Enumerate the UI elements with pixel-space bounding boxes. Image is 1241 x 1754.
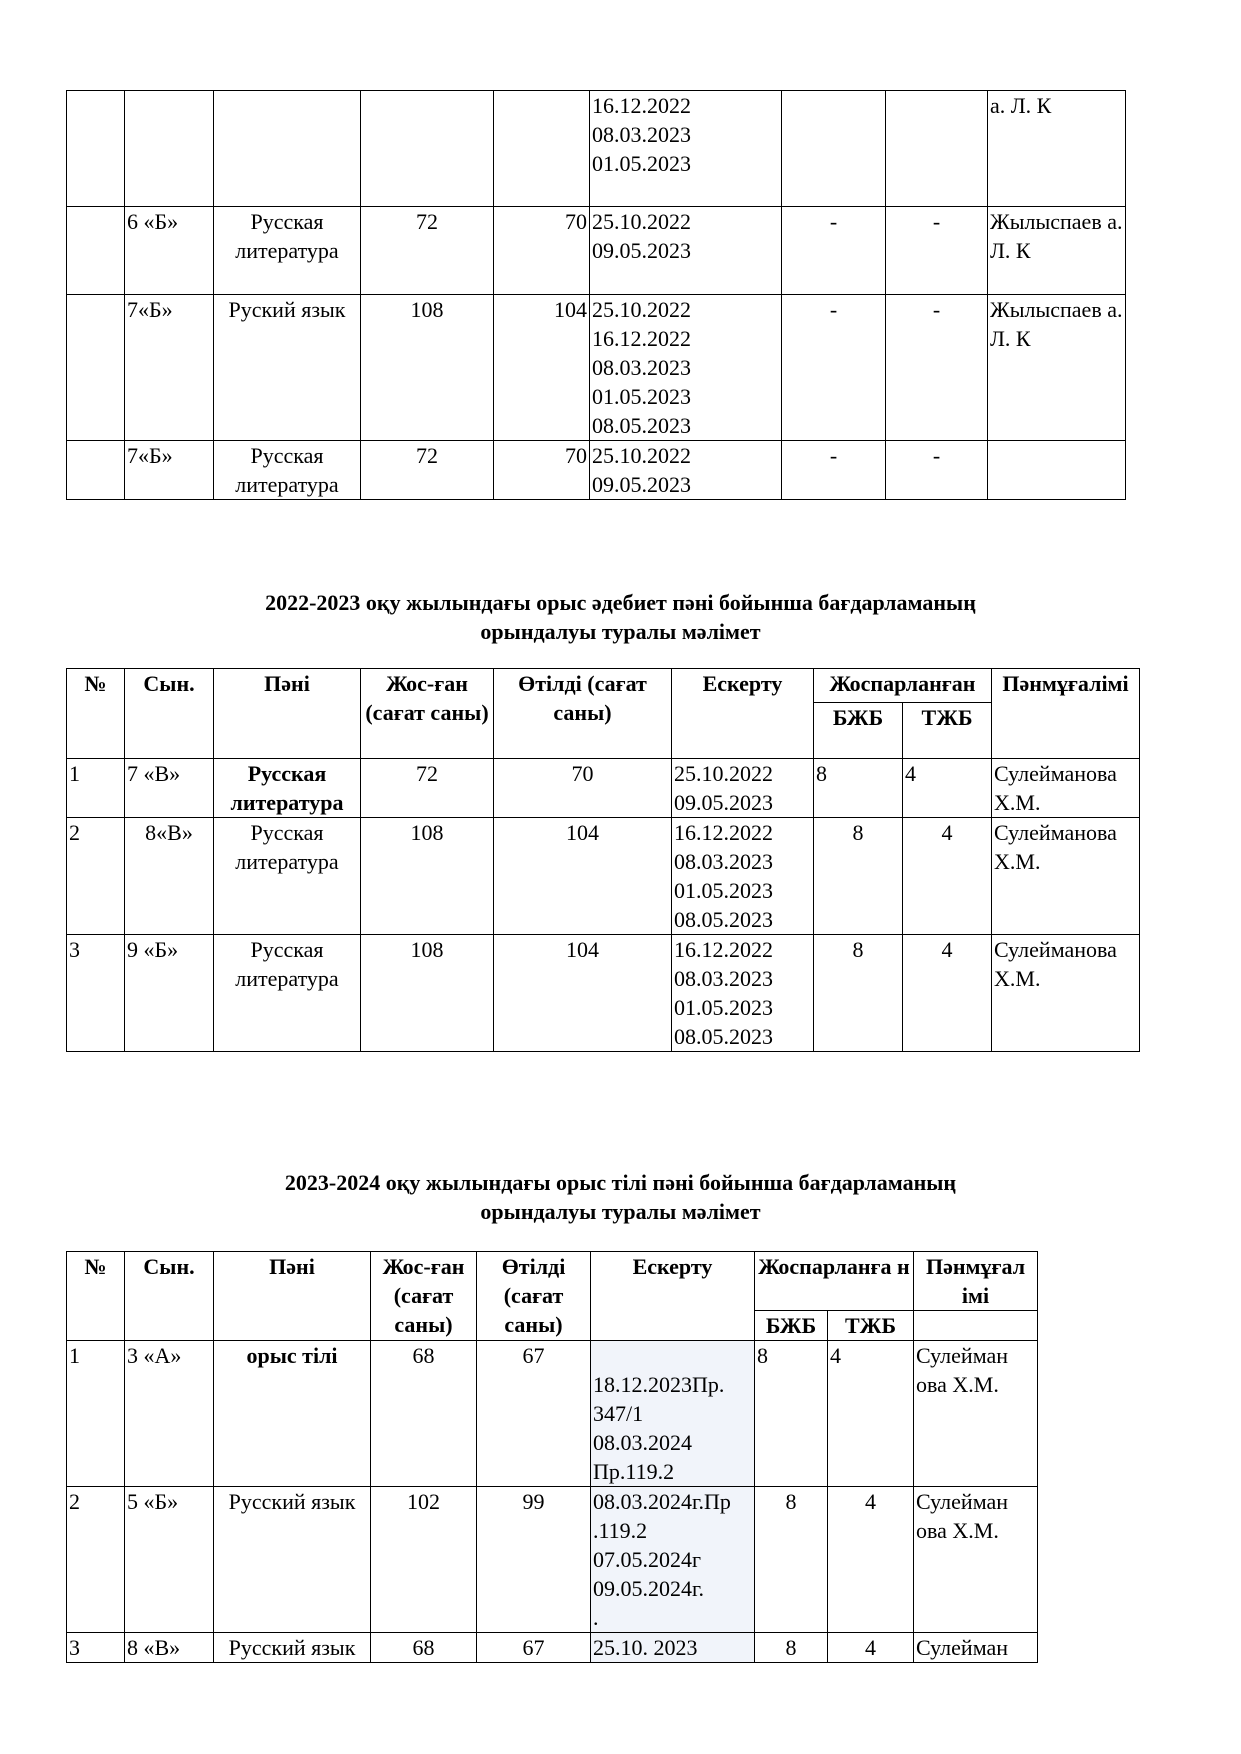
cell-num	[67, 207, 125, 295]
cell-dates: 25.10.2022 09.05.2023	[590, 207, 782, 295]
cell-teacher: Жылыспаев а. Л. К	[988, 295, 1126, 441]
header-tzhb: ТЖБ	[903, 703, 992, 759]
cell-teacher: Сулейманова Х.М.	[992, 935, 1140, 1052]
table-row	[67, 759, 1140, 818]
cell-num	[67, 295, 125, 441]
cell-teacher: Сулейманова Х.М.	[992, 759, 1140, 818]
cell-teacher: Жылыспаев а. Л. К	[988, 207, 1126, 295]
cell-passed: 104	[494, 295, 590, 441]
cell-planned: 108	[361, 935, 494, 1052]
cell-teacher: Сулейманова Х.М.	[992, 818, 1140, 935]
cell-class: 8«В»	[125, 818, 214, 935]
cell-num: 3	[67, 1633, 125, 1663]
cell-planned	[361, 91, 494, 207]
cell-tzhb: 4	[828, 1487, 914, 1633]
header-teacher-sub	[914, 1311, 1038, 1341]
header-row	[67, 669, 1140, 703]
cell-tzhb: 4	[903, 818, 992, 935]
header-passed: Өтілді (сағат саны)	[477, 1252, 591, 1341]
table-row	[67, 818, 1140, 935]
cell-num	[67, 441, 125, 500]
cell-dates: 25.10.2022 09.05.2023	[590, 441, 782, 500]
table-row	[67, 1487, 1038, 1633]
cell-subject: Русская литература	[214, 818, 361, 935]
cell-planned: 68	[371, 1633, 477, 1663]
cell-class: 3 «А»	[125, 1341, 214, 1487]
cell-class: 7«Б»	[125, 295, 214, 441]
cell-class: 7«Б»	[125, 441, 214, 500]
table-row	[67, 935, 1140, 1052]
cell-num: 1	[67, 759, 125, 818]
cell-subject	[214, 91, 361, 207]
table-row	[67, 91, 1126, 207]
cell-dates: 08.03.2024г.Пр .119.2 07.05.2024г 09.05.2024г. .	[591, 1487, 755, 1633]
cell-subject: Русская литература	[214, 935, 361, 1052]
cell-class: 9 «Б»	[125, 935, 214, 1052]
cell-planned: 102	[371, 1487, 477, 1633]
header-note: Ескерту	[672, 669, 814, 759]
table-2023-2024	[66, 1251, 1038, 1663]
header-planned-group: Жоспарланға н	[755, 1252, 914, 1311]
cell-dates: 25.10. 2023	[591, 1633, 755, 1663]
cell-planned: 72	[361, 759, 494, 818]
cell-bzhb: 8	[755, 1487, 828, 1633]
table-row	[67, 295, 1126, 441]
cell-class	[125, 91, 214, 207]
cell-tzhb: -	[886, 441, 988, 500]
cell-dates: 16.12.2022 08.03.2023 01.05.2023	[590, 91, 782, 207]
cell-tzhb: 4	[903, 935, 992, 1052]
header-bzhb: БЖБ	[814, 703, 903, 759]
table-row	[67, 441, 1126, 500]
cell-bzhb: 8	[755, 1633, 828, 1663]
cell-num: 1	[67, 1341, 125, 1487]
cell-bzhb: 8	[814, 935, 903, 1052]
table-2022-2023	[66, 668, 1140, 1052]
header-num: №	[67, 1252, 125, 1341]
cell-tzhb: 4	[828, 1633, 914, 1663]
cell-passed: 67	[477, 1633, 591, 1663]
cell-teacher: Сулейман ова Х.М.	[914, 1487, 1038, 1633]
table-row	[67, 207, 1126, 295]
header-tzhb: ТЖБ	[828, 1311, 914, 1341]
table-continuation	[66, 90, 1126, 500]
cell-dates: 16.12.2022 08.03.2023 01.05.2023 08.05.2023	[672, 818, 814, 935]
section-title-2023-2024: 2023-2024 оқу жылындағы орыс тілі пәні бойынша бағдарламаның орындалуы туралы мәлімет	[284, 1170, 957, 1224]
header-subject: Пәні	[214, 669, 361, 759]
cell-passed: 70	[494, 207, 590, 295]
header-bzhb: БЖБ	[755, 1311, 828, 1341]
cell-num: 3	[67, 935, 125, 1052]
cell-tzhb: 4	[903, 759, 992, 818]
cell-passed	[494, 91, 590, 207]
cell-subject: Русский язык	[214, 1633, 371, 1663]
cell-passed: 99	[477, 1487, 591, 1633]
cell-subject: Русская литература	[214, 441, 361, 500]
cell-passed: 70	[494, 759, 672, 818]
cell-subject: орыс тілі	[214, 1341, 371, 1487]
cell-planned: 108	[361, 295, 494, 441]
cell-tzhb: -	[886, 295, 988, 441]
cell-bzhb: 8	[755, 1341, 828, 1487]
cell-tzhb	[886, 91, 988, 207]
table-row	[67, 1633, 1038, 1663]
header-teacher: Пәнмұғал імі	[914, 1252, 1038, 1311]
cell-bzhb: -	[782, 207, 886, 295]
cell-teacher: Сулейман ова Х.М.	[914, 1341, 1038, 1487]
cell-subject: Русская литература	[214, 207, 361, 295]
cell-bzhb: -	[782, 441, 886, 500]
header-row	[67, 1252, 1038, 1311]
cell-passed: 104	[494, 935, 672, 1052]
cell-class: 5 «Б»	[125, 1487, 214, 1633]
cell-bzhb: 8	[814, 759, 903, 818]
cell-planned: 108	[361, 818, 494, 935]
cell-bzhb: 8	[814, 818, 903, 935]
cell-passed: 104	[494, 818, 672, 935]
header-planned: Жос-ған (сағат саны)	[361, 669, 494, 759]
cell-teacher: Сулейман	[914, 1633, 1038, 1663]
header-planned: Жос-ған (сағат саны)	[371, 1252, 477, 1341]
cell-planned: 72	[361, 441, 494, 500]
header-class: Сын.	[125, 1252, 214, 1341]
cell-dates: 25.10.2022 16.12.2022 08.03.2023 01.05.2023 08.05.2023	[590, 295, 782, 441]
header-teacher: Пәнмұғалімі	[992, 669, 1140, 759]
cell-class: 6 «Б»	[125, 207, 214, 295]
cell-tzhb: -	[886, 207, 988, 295]
cell-passed: 67	[477, 1341, 591, 1487]
header-note: Ескерту	[591, 1252, 755, 1341]
cell-subject: Русская литература	[214, 759, 361, 818]
cell-dates: 18.12.2023Пр. 347/1 08.03.2024 Пр.119.2	[591, 1341, 755, 1487]
cell-tzhb: 4	[828, 1341, 914, 1487]
cell-num: 2	[67, 818, 125, 935]
cell-dates: 16.12.2022 08.03.2023 01.05.2023 08.05.2023	[672, 935, 814, 1052]
cell-planned: 72	[361, 207, 494, 295]
cell-num	[67, 91, 125, 207]
header-planned-group: Жоспарланған	[814, 669, 992, 703]
section-title-2022-2023: 2022-2023 оқу жылындағы орыс әдебиет пәні бойынша бағдарламаның орындалуы туралы мәлімет	[265, 590, 976, 644]
cell-planned: 68	[371, 1341, 477, 1487]
header-num: №	[67, 669, 125, 759]
cell-num: 2	[67, 1487, 125, 1633]
cell-teacher: а. Л. К	[988, 91, 1126, 207]
cell-class: 7 «В»	[125, 759, 214, 818]
cell-passed: 70	[494, 441, 590, 500]
cell-bzhb: -	[782, 295, 886, 441]
cell-dates: 25.10.2022 09.05.2023	[672, 759, 814, 818]
cell-teacher	[988, 441, 1126, 500]
cell-class: 8 «В»	[125, 1633, 214, 1663]
cell-subject: Руский язык	[214, 295, 361, 441]
header-class: Сын.	[125, 669, 214, 759]
header-passed: Өтілді (сағат саны)	[494, 669, 672, 759]
cell-subject: Русский язык	[214, 1487, 371, 1633]
table-row	[67, 1341, 1038, 1487]
cell-bzhb	[782, 91, 886, 207]
header-subject: Пәні	[214, 1252, 371, 1341]
